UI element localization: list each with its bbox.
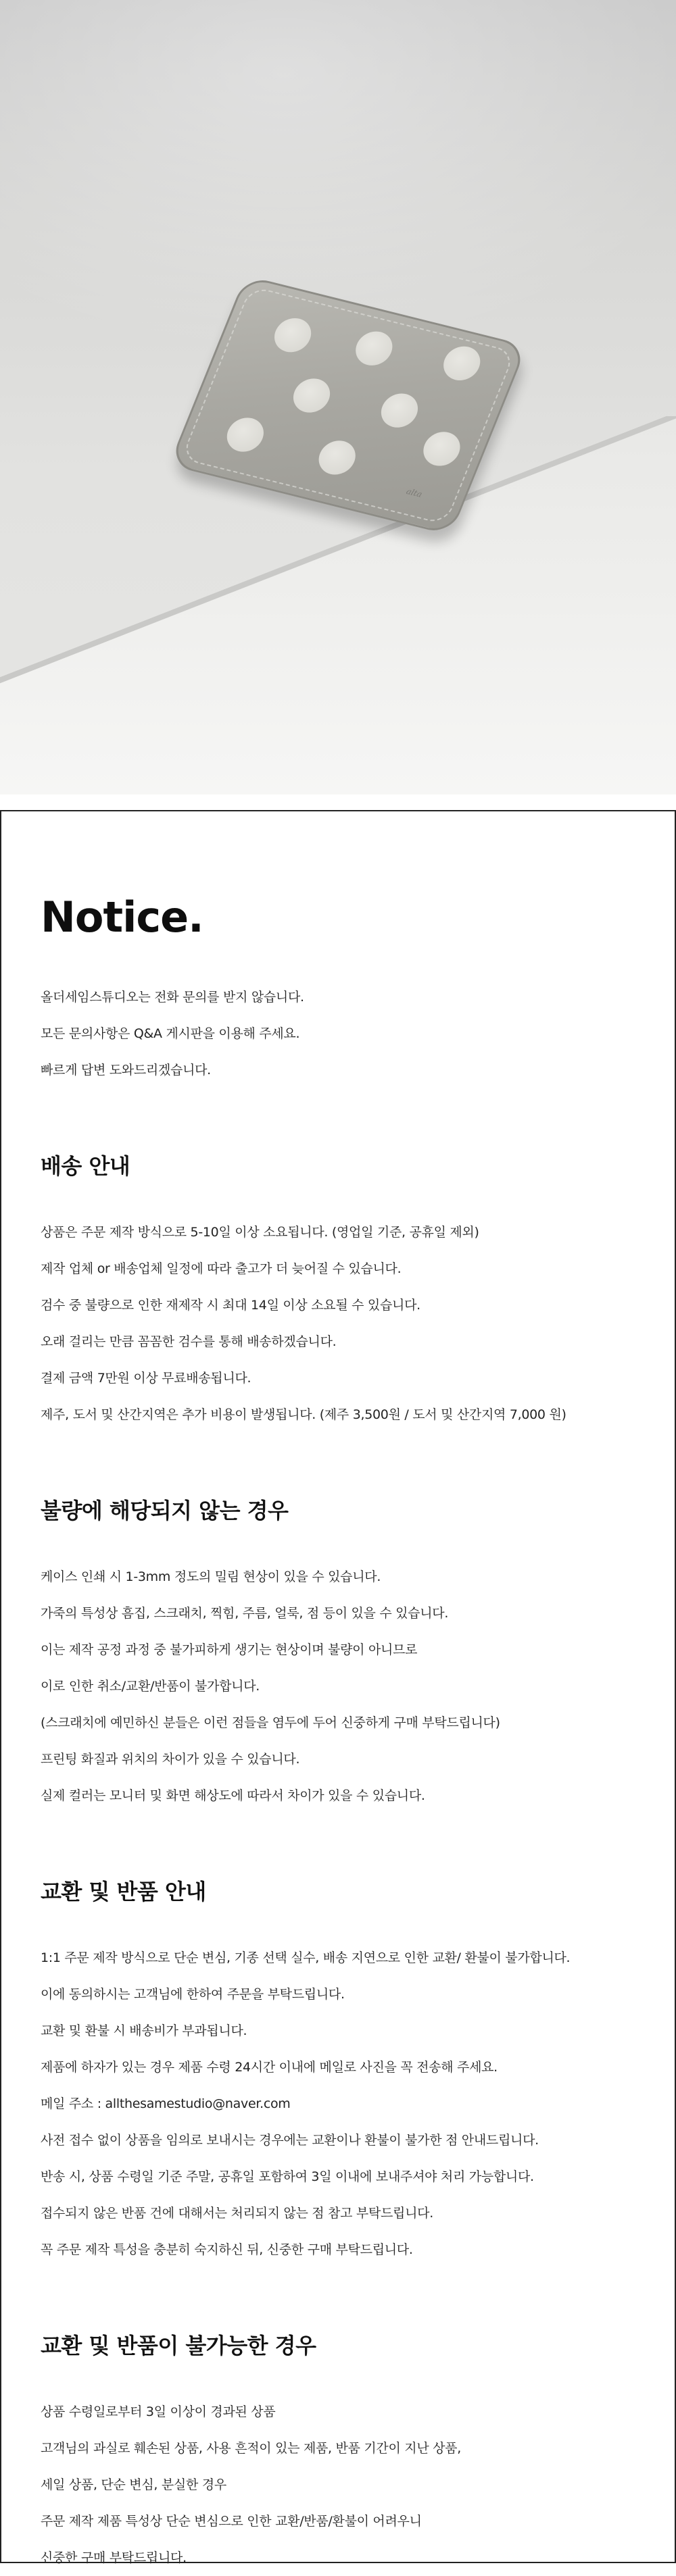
section-line: 접수되지 않은 반품 건에 대해서는 처리되지 않는 점 참고 부탁드립니다. [41, 2206, 433, 2221]
section-line: 실제 컬러는 모니터 및 화면 해상도에 따라서 차이가 있을 수 있습니다. [41, 1788, 425, 1803]
section-heading: 배송 안내 [41, 1153, 130, 1179]
section-exchange-return [41, 1875, 635, 2268]
section-line: (스크래치에 예민하신 분들은 이런 점들을 염두에 두어 신중하게 구매 부탁드립니다) [41, 1715, 500, 1730]
section-line: 사전 접수 없이 상품을 임의로 보내시는 경우에는 교환이나 환불이 불가한 점 안내드립니다. [41, 2133, 539, 2148]
notice-intro [41, 979, 635, 1088]
section-line: 오래 걸리는 만큼 꼼꼼한 검수를 통해 배송하겠습니다. [41, 1334, 337, 1349]
section-line: 가죽의 특성상 흠집, 스크래치, 찍힘, 주름, 얼룩, 점 등이 있을 수 있습니다. [41, 1606, 449, 1621]
section-shipping [41, 1149, 635, 1433]
section-line: 이에 동의하시는 고객님에 한하여 주문을 부탁드립니다. [41, 1987, 345, 2002]
section-heading: 교환 및 반품이 불가능한 경우 [41, 2333, 316, 2358]
notice-box [0, 810, 676, 2563]
section-line: 1:1 주문 제작 방식으로 단순 변심, 기종 선택 실수, 배송 지연으로 인한 교환/ 환불이 불가합니다. [41, 1950, 571, 1965]
section-line: 제주, 도서 및 산간지역은 추가 비용이 발생됩니다. (제주 3,500원 / 도서 및 산간지역 7,000 원) [41, 1407, 566, 1422]
section-line: 결제 금액 7만원 이상 무료배송됩니다. [41, 1371, 251, 1386]
intro-line: 빠르게 답변 도와드리겠습니다. [41, 1063, 211, 1078]
section-heading: 불량에 해당되지 않는 경우 [41, 1498, 289, 1523]
section-line: 반송 시, 상품 수령일 기준 주말, 공휴일 포함하여 3일 이내에 보내주셔야 처리 가능합니다. [41, 2169, 534, 2184]
section-line: 상품은 주문 제작 방식으로 5-10일 이상 소요됩니다. (영업일 기준, 공휴일 제외) [41, 1225, 479, 1240]
section-line: 상품 수령일로부터 3일 이상이 경과된 상품 [41, 2404, 276, 2419]
section-line: 케이스 인쇄 시 1-3mm 정도의 밀림 현상이 있을 수 있습니다. [41, 1569, 381, 1584]
notice-title: Notice. [41, 892, 203, 942]
section-line: 교환 및 환불 시 배송비가 부과됩니다. [41, 2023, 247, 2038]
section-not-defective [41, 1494, 635, 1814]
product-photo [0, 0, 676, 794]
section-line: 검수 중 불량으로 인한 재제작 시 최대 14일 이상 소요될 수 있습니다. [41, 1298, 420, 1313]
intro-line: 올더세임스튜디오는 전화 문의를 받지 않습니다. [41, 990, 304, 1005]
section-line: 신중한 구매 부탁드립니다. [41, 2550, 187, 2565]
section-line: 이로 인한 취소/교환/반품이 불가합니다. [41, 1679, 260, 1694]
section-line: 고객님의 과실로 훼손된 상품, 사용 흔적이 있는 제품, 반품 기간이 지난 상품, [41, 2441, 461, 2456]
card-logo: alta [404, 486, 424, 499]
section-no-exchange [41, 2329, 635, 2576]
section-line: 꼭 주문 제작 특성을 충분히 숙지하신 뒤, 신중한 구매 부탁드립니다. [41, 2242, 413, 2257]
email-line: 메일 주소 : allthesamestudio@naver.com [41, 2096, 291, 2111]
section-line: 프린팅 화질과 위치의 차이가 있을 수 있습니다. [41, 1752, 300, 1767]
section-line: 제작 업체 or 배송업체 일정에 따라 출고가 더 늦어질 수 있습니다. [41, 1261, 402, 1276]
section-line: 주문 제작 제품 특성상 단순 변심으로 인한 교환/반품/환불이 어려우니 [41, 2514, 422, 2529]
intro-line: 모든 문의사항은 Q&A 게시판을 이용해 주세요. [41, 1026, 300, 1041]
section-line: 이는 제작 공정 과정 중 불가피하게 생기는 현상이며 불량이 아니므로 [41, 1642, 418, 1657]
section-line: 제품에 하자가 있는 경우 제품 수령 24시간 이내에 메일로 사진을 꼭 전송해 주세요. [41, 2060, 498, 2075]
section-heading: 교환 및 반품 안내 [41, 1879, 206, 1904]
section-line: 세일 상품, 단순 변심, 분실한 경우 [41, 2477, 226, 2492]
